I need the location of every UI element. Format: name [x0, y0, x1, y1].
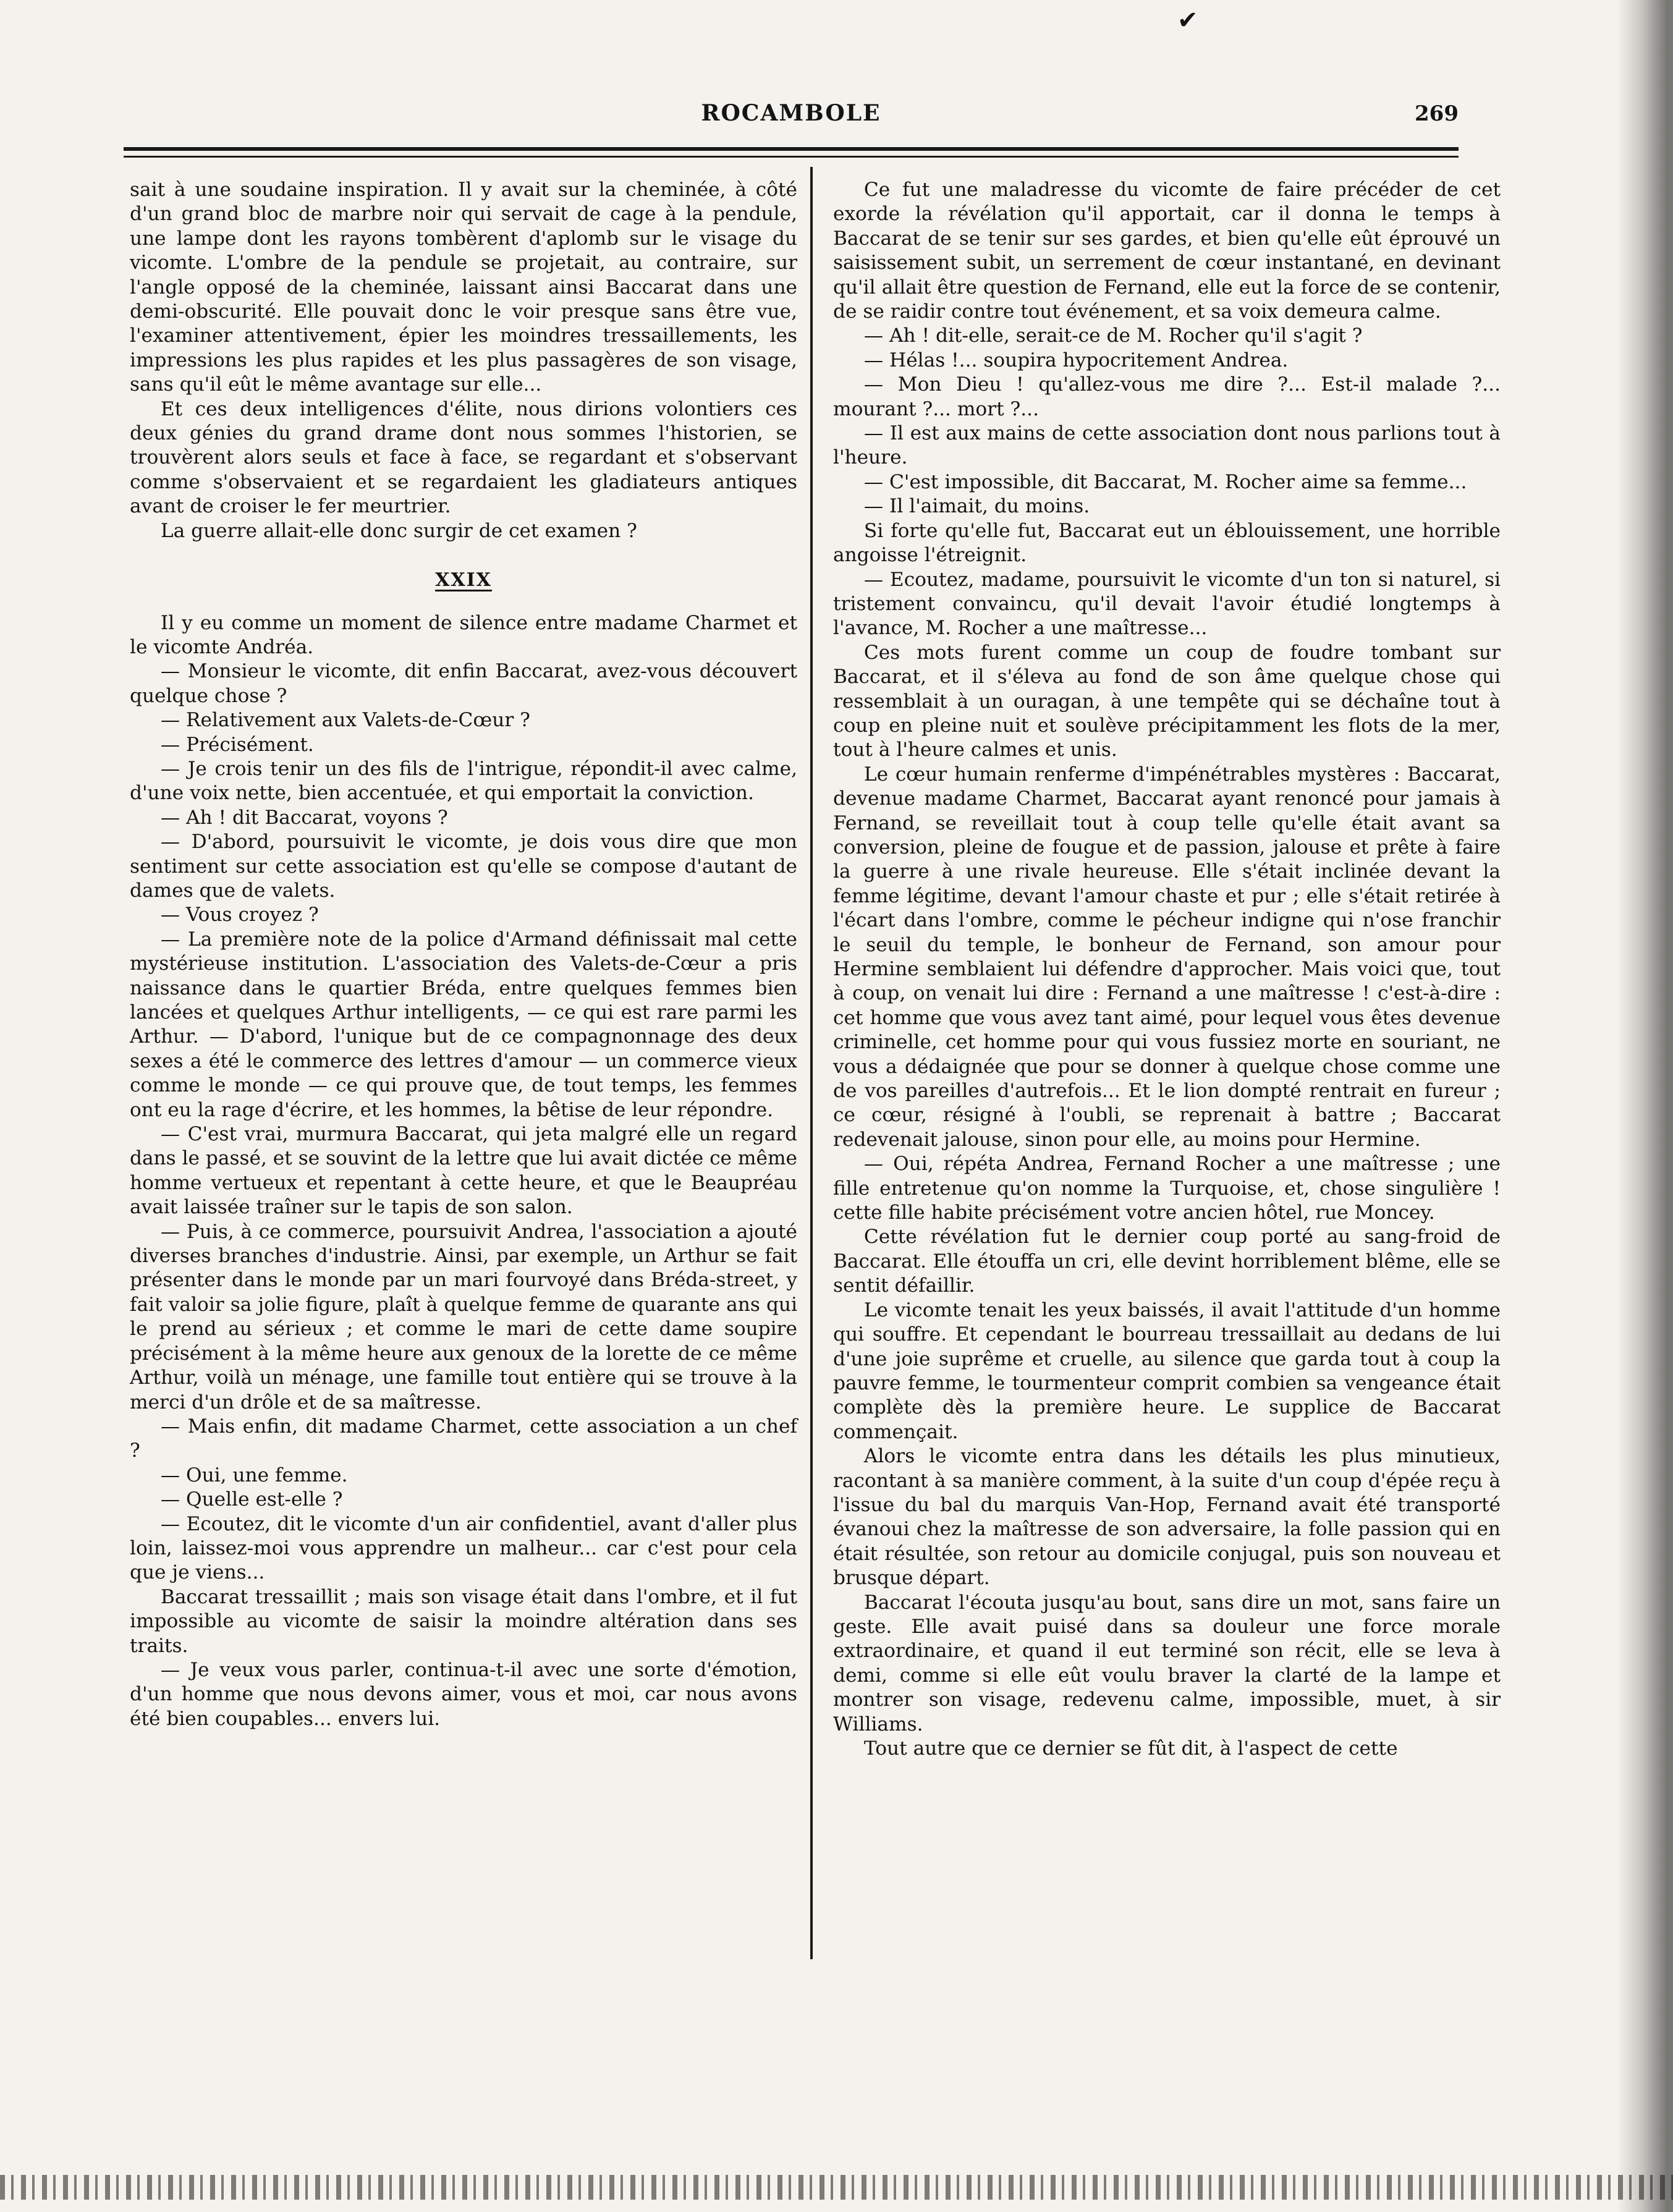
- ink-mark: ✔: [1177, 6, 1198, 35]
- page-header: [124, 93, 1459, 136]
- paragraph: — Vous croyez ?: [160, 904, 319, 926]
- paragraph: Le vicomte tenait les yeux baissés, il avait l'attitude d'un homme qui souffre. Et cependant le bourreau tressaillait au dedans de lui d'une joie suprême et cruelle, au silence que garda tout à coup la pauvre femme, le tourmenteur comprit combien sa vengeance était complète dès la première heure. Le supplice de Baccarat commençait.: [833, 1299, 1501, 1443]
- paragraph: — Quelle est-elle ?: [160, 1488, 343, 1511]
- paragraph: — Relativement aux Valets-de-Cœur ?: [160, 709, 530, 732]
- paragraph: Et ces deux intelligences d'élite, nous dirions volontiers ces deux génies du grand drame dont nous sommes l'historien, se trouvèrent alors seuls et face à face, se regardant et s'observant comme s'observaient et se regardaient les gladiateurs antiques avant de croiser le fer meurtrier.: [130, 397, 797, 518]
- paragraph: Alors le vicomte entra dans les détails les plus minutieux, racontant à sa manière comment, à la suite d'un coup d'épée reçu à l'issue du bal du marquis Van-Hop, Fernand avait été transporté évanoui chez la maîtresse de son adversaire, la folle passion qui en était résultée, son retour au domicile conjugal, puis son nouveau et brusque départ.: [833, 1445, 1501, 1590]
- paragraph: — Monsieur le vicomte, dit enfin Baccarat, avez-vous découvert quelque chose ?: [130, 660, 797, 707]
- scan-bottom-noise: [0, 2175, 1673, 2200]
- paragraph: Ces mots furent comme un coup de foudre tombant sur Baccarat, et il s'éleva au fond de son âme quelque chose qui ressemblait à un ouragan, à une tempête qui se déchaîne tout à coup en pleine nuit et soulève précipitamment les flots de la mer, tout à l'heure calmes et unis.: [833, 641, 1501, 761]
- paragraph: — C'est impossible, dit Baccarat, M. Rocher aime sa femme...: [863, 470, 1467, 493]
- paragraph: Ce fut une maladresse du vicomte de faire précéder de cet exorde la révélation qu'il apportait, car il donna le temps à Baccarat de se tenir sur ses gardes, et bien qu'elle eût éprouvé un saisissement subit, un serrement de cœur instantané, en devinant qu'il allait être question de Fernand, elle eut la force de se contenir, de se raidir contre tout événement, et sa voix demeura calme.: [833, 179, 1501, 323]
- paragraph: — Il l'aimait, du moins.: [863, 495, 1090, 518]
- paragraph: — Ah ! dit-elle, serait-ce de M. Rocher qu'il s'agit ?: [863, 324, 1363, 347]
- page-number: 269: [1415, 101, 1459, 126]
- paragraph: — La première note de la police d'Armand définissait mal cette mystérieuse institution. L'association des Valets-de-Cœur a pris naissance dans le quartier Bréda, entre quelques femmes bien lancées et quelques Arthur intelligents, — ce qui est rare parmi les Arthur. — D'abord, l'unique but de ce compagnonnage des deux sexes a été le commerce des lettres d'amour — un commerce vieux comme le monde — ce qui prouve que, de tout temps, les femmes ont eu la rage d'écrire, et les hommes, la bêtise de leur répondre.: [130, 928, 797, 1121]
- paragraph: Baccarat l'écouta jusqu'au bout, sans dire un mot, sans faire un geste. Elle avait puisé dans sa douleur une force morale extraordinaire, et quand il eut terminé son récit, elle se leva à demi, comme si elle eût voulu braver la clarté de la lampe et montrer son visage, redevenu calme, impossible, muet, à sir Williams.: [833, 1591, 1501, 1735]
- paragraph: Baccarat tressaillit ; mais son visage était dans l'ombre, et il fut impossible au vicomte de saisir la moindre altération dans ses traits.: [130, 1585, 797, 1657]
- paragraph: Le cœur humain renferme d'impénétrables mystères : Baccarat, devenue madame Charmet, Baccarat ayant renoncé pour jamais à Fernand, se reveillait tout à coup telle qu'elle était avant sa conversion, pleine de fougue et de passion, jalouse et prête à faire la guerre à une rivale heureuse. Elle s'était inclinée devant la femme légitime, devant l'amour chaste et pur ; elle s'était retirée à l'écart dans l'ombre, comme le pécheur indigne qui n'ose franchir le seuil du temple, le bonheur de Fernand, son amour pour Hermine semblaient lui défendre d'approcher. Mais voici que, tout à coup, on venait lui dire : Fernand a une maîtresse ! c'est-à-dire : cet homme que vous avez tant aimé, pour lequel vous êtes devenue criminelle, cet homme pour qui vous fussiez morte en souriant, ne vous a dédaignée que pour se donner à quelque chose comme une de vos pareilles d'autrefois... Et le lion dompté rentrait en fureur ; ce cœur, résigné à l'oubli, se reprenait à battre ; Baccarat redevenait jalouse, sinon pour elle, au moins pour Hermine.: [833, 763, 1501, 1151]
- paragraph: — C'est vrai, murmura Baccarat, qui jeta malgré elle un regard dans le passé, et se souvint de la lettre que lui avait dictée ce même homme vertueux et repentant à cette heure, et que le Beaupréau avait laissée traîner sur le tapis de son salon.: [130, 1123, 797, 1219]
- paragraph: — Précisément.: [160, 733, 314, 756]
- scan-edge-shadow: [1617, 0, 1673, 2212]
- header-rule-thick: [124, 147, 1459, 151]
- header-rule-thin: [124, 156, 1459, 158]
- paragraph: — Ecoutez, dit le vicomte d'un air confidentiel, avant d'aller plus loin, laissez-moi vous apprendre un malheur... car c'est pour cela que je viens...: [130, 1512, 797, 1584]
- paragraph: Cette révélation fut le dernier coup porté au sang-froid de Baccarat. Elle étouffa un cri, elle devint horriblement blême, elle se sentit défaillir.: [833, 1226, 1501, 1297]
- paragraph: — Je veux vous parler, continua-t-il avec une sorte d'émotion, d'un homme que nous devons aimer, vous et moi, car nous avons été bien coupables... envers lui.: [130, 1658, 797, 1730]
- running-title: ROCAMBOLE: [701, 100, 881, 126]
- paragraph: — Oui, répéta Andrea, Fernand Rocher a une maîtresse ; une fille entretenue qu'on nomme la Turquoise, et, chose singulière ! cette fille habite précisément votre ancien hôtel, rue Moncey.: [833, 1153, 1501, 1224]
- paragraph: — Je crois tenir un des fils de l'intrigue, répondit-il avec calme, d'une voix nette, bien accentuée, et qui emportait la conviction.: [130, 757, 797, 805]
- paragraph: — Mon Dieu ! qu'allez-vous me dire ?... Est-il malade ?... mourant ?... mort ?...: [833, 373, 1501, 420]
- paragraph: sait à une soudaine inspiration. Il y avait sur la cheminée, à côté d'un grand bloc de marbre noir qui servait de cage à la pendule, une lampe dont les rayons tombèrent d'aplomb sur le visage du vicomte. L'ombre de la pendule se projetait, au contraire, sur l'angle opposé de la cheminée, laissant ainsi Baccarat dans une demi-obscurité. Elle pouvait donc le voir presque sans être vue, l'examiner attentivement, épier les moindres tressaillements, les impressions les plus rapides et les plus passagères de son visage, sans qu'il eût le même avantage sur elle...: [130, 179, 797, 396]
- paragraph: — Hélas !... soupira hypocritement Andrea.: [863, 349, 1289, 371]
- paragraph: — Il est aux mains de cette association dont nous parlions tout à l'heure.: [833, 422, 1501, 469]
- column-divider: [810, 167, 813, 1959]
- paragraph: La guerre allait-elle donc surgir de cet examen ?: [160, 519, 637, 542]
- paragraph: Si forte qu'elle fut, Baccarat eut un éblouissement, une horrible angoisse l'étreignit.: [833, 519, 1501, 567]
- paragraph: — Mais enfin, dit madame Charmet, cette association a un chef ?: [130, 1415, 797, 1462]
- paragraph: — Oui, une femme.: [160, 1464, 348, 1486]
- paragraph: Tout autre que ce dernier se fût dit, à l'aspect de cette: [863, 1737, 1398, 1760]
- paragraph: — Puis, à ce commerce, poursuivit Andrea, l'association a ajouté diverses branches d'industrie. Ainsi, par exemple, un Arthur se fait présenter dans le monde par un mari fourvoyé dans Bréda-street, y fait valoir sa jolie figure, plaît à quelque femme de quarante ans qui le prend au sérieux ; et comme le mari de cette dame soupire précisément à la même heure aux genoux de la lorette de ce même Arthur, voilà un ménage, une famille tout entière qui se trouve à la merci d'un drôle et de sa maîtresse.: [130, 1220, 797, 1413]
- paragraph: — Ecoutez, madame, poursuivit le vicomte d'un ton si naturel, si tristement convaincu, qu'il devait l'avoir étudié longtemps à l'avance, M. Rocher a une maîtresse...: [833, 568, 1501, 640]
- paragraph: — Ah ! dit Baccarat, voyons ?: [160, 806, 448, 829]
- chapter-heading: XXIX: [435, 569, 492, 591]
- paragraph: — D'abord, poursuivit le vicomte, je dois vous dire que mon sentiment sur cette association est qu'elle se compose d'autant de dames que de valets.: [130, 831, 797, 902]
- right-column: [833, 178, 1501, 1761]
- left-column: [130, 178, 797, 1731]
- paragraph: Il y eu comme un moment de silence entre madame Charmet et le vicomte Andréa.: [130, 611, 797, 658]
